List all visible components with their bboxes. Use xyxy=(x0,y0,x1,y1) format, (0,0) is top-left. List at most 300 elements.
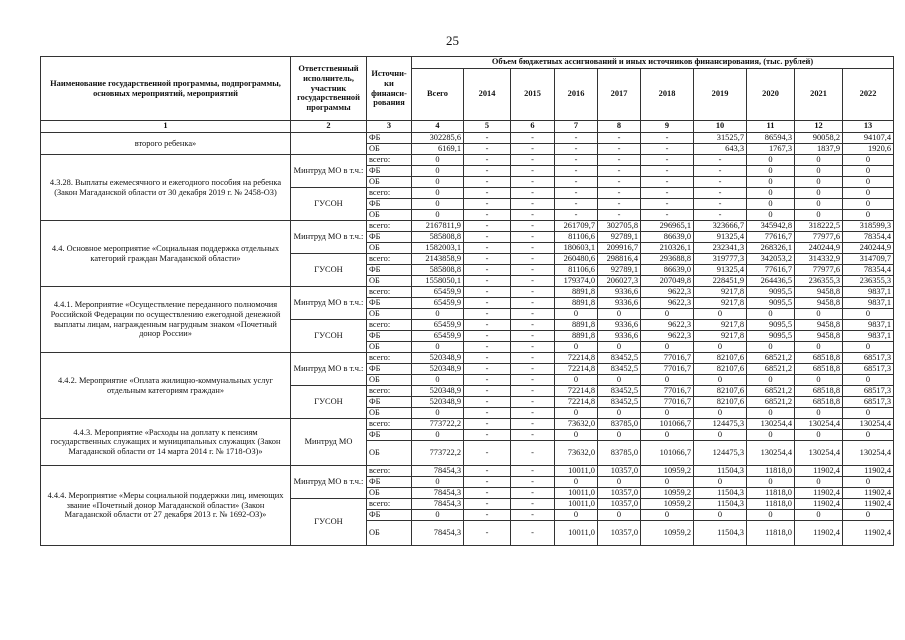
source-cell: всего: xyxy=(367,188,412,199)
year-value-cell: - xyxy=(641,144,694,155)
year-value-cell: - xyxy=(511,166,555,177)
year-value-cell: 77016,7 xyxy=(641,386,694,397)
year-value-cell: 94107,4 xyxy=(843,133,894,144)
year-value-cell: - xyxy=(511,276,555,287)
year-value-cell: 0 xyxy=(694,375,747,386)
year-value-cell: 240244,9 xyxy=(795,243,843,254)
year-value-cell: 10959,2 xyxy=(641,488,694,499)
year-value-cell: 298816,4 xyxy=(598,254,641,265)
year-value-cell: 0 xyxy=(747,408,795,419)
source-cell: ФБ xyxy=(367,265,412,276)
source-cell: всего: xyxy=(367,499,412,510)
year-value-cell: 296965,1 xyxy=(641,221,694,232)
year-value-cell: 0 xyxy=(555,510,598,521)
total-value-cell: 0 xyxy=(412,510,464,521)
total-value-cell: 0 xyxy=(412,309,464,320)
year-value-cell: - xyxy=(464,441,511,466)
year-value-cell: 0 xyxy=(641,408,694,419)
year-value-cell: 10011,0 xyxy=(555,488,598,499)
year-value-cell: 77616,7 xyxy=(747,265,795,276)
total-value-cell: 0 xyxy=(412,375,464,386)
year-value-cell: - xyxy=(464,331,511,342)
column-number: 6 xyxy=(511,121,555,133)
year-value-cell: - xyxy=(464,477,511,488)
year-value-cell: 0 xyxy=(795,210,843,221)
source-cell: ФБ xyxy=(367,430,412,441)
responsible-cell: Минтруд МО в т.ч.: xyxy=(291,466,367,499)
year-value-cell: 8891,8 xyxy=(555,331,598,342)
table-row xyxy=(41,133,894,144)
header-source: Источни-ки финанси-рования xyxy=(367,57,412,121)
year-value-cell: - xyxy=(511,298,555,309)
year-value-cell: - xyxy=(464,155,511,166)
year-value-cell: - xyxy=(464,353,511,364)
year-value-cell: 180603,1 xyxy=(555,243,598,254)
year-value-cell: - xyxy=(641,177,694,188)
header-year: 2022 xyxy=(843,69,894,121)
source-cell: ОБ xyxy=(367,309,412,320)
year-value-cell: 323666,7 xyxy=(694,221,747,232)
year-value-cell: 0 xyxy=(747,155,795,166)
year-value-cell: - xyxy=(598,177,641,188)
year-value-cell: - xyxy=(641,155,694,166)
year-value-cell: 10357,0 xyxy=(598,466,641,477)
source-cell: ОБ xyxy=(367,342,412,353)
year-value-cell: 78354,4 xyxy=(843,265,894,276)
year-value-cell: 0 xyxy=(795,199,843,210)
year-value-cell: 9837,1 xyxy=(843,298,894,309)
source-cell: ФБ xyxy=(367,199,412,210)
year-value-cell: 11818,0 xyxy=(747,499,795,510)
year-value-cell: - xyxy=(511,477,555,488)
year-value-cell: 11818,0 xyxy=(747,488,795,499)
year-value-cell: 0 xyxy=(747,199,795,210)
year-value-cell: - xyxy=(464,188,511,199)
year-value-cell: 9217,8 xyxy=(694,320,747,331)
total-value-cell: 78454,3 xyxy=(412,499,464,510)
total-value-cell: 0 xyxy=(412,408,464,419)
year-value-cell: 81106,6 xyxy=(555,265,598,276)
year-value-cell: - xyxy=(464,408,511,419)
year-value-cell: 0 xyxy=(843,166,894,177)
year-value-cell: 11902,4 xyxy=(795,521,843,546)
year-value-cell: 124475,3 xyxy=(694,419,747,430)
year-value-cell: 236355,3 xyxy=(843,276,894,287)
year-value-cell: 72214,8 xyxy=(555,386,598,397)
year-value-cell: 179374,0 xyxy=(555,276,598,287)
year-value-cell: 0 xyxy=(843,177,894,188)
year-value-cell: 8891,8 xyxy=(555,287,598,298)
year-value-cell: - xyxy=(694,155,747,166)
year-value-cell: 0 xyxy=(694,510,747,521)
column-number: 9 xyxy=(641,121,694,133)
year-value-cell: 207049,8 xyxy=(641,276,694,287)
year-value-cell: 91325,4 xyxy=(694,265,747,276)
year-value-cell: 9837,1 xyxy=(843,320,894,331)
year-value-cell: 643,3 xyxy=(694,144,747,155)
source-cell: всего: xyxy=(367,320,412,331)
responsible-cell: ГУСОН xyxy=(291,254,367,287)
year-value-cell: 0 xyxy=(843,477,894,488)
total-value-cell: 1558050,1 xyxy=(412,276,464,287)
source-cell: всего: xyxy=(367,353,412,364)
year-value-cell: 82107,6 xyxy=(694,353,747,364)
year-value-cell: - xyxy=(555,166,598,177)
year-value-cell: - xyxy=(694,199,747,210)
year-value-cell: 82107,6 xyxy=(694,364,747,375)
year-value-cell: 9217,8 xyxy=(694,298,747,309)
year-value-cell: - xyxy=(464,466,511,477)
year-value-cell: 8891,8 xyxy=(555,320,598,331)
year-value-cell: 0 xyxy=(795,155,843,166)
column-number: 11 xyxy=(747,121,795,133)
year-value-cell: 0 xyxy=(843,430,894,441)
source-cell: ОБ xyxy=(367,408,412,419)
source-cell: ФБ xyxy=(367,477,412,488)
total-value-cell: 520348,9 xyxy=(412,386,464,397)
year-value-cell: - xyxy=(511,188,555,199)
column-number: 5 xyxy=(464,121,511,133)
year-value-cell: - xyxy=(511,408,555,419)
year-value-cell: - xyxy=(511,488,555,499)
header-year: 2016 xyxy=(555,69,598,121)
year-value-cell: 83785,0 xyxy=(598,441,641,466)
year-value-cell: 9622,3 xyxy=(641,287,694,298)
year-value-cell: - xyxy=(641,199,694,210)
year-value-cell: 86639,0 xyxy=(641,265,694,276)
total-value-cell: 0 xyxy=(412,430,464,441)
year-value-cell: 9217,8 xyxy=(694,331,747,342)
table-row xyxy=(41,419,894,430)
source-cell: ФБ xyxy=(367,364,412,375)
year-value-cell: - xyxy=(598,133,641,144)
header-name: Наименование государственной программы, подпрограммы, основных мероприятий, мероприятий xyxy=(41,57,291,121)
year-value-cell: 342053,2 xyxy=(747,254,795,265)
year-value-cell: - xyxy=(464,166,511,177)
year-value-cell: - xyxy=(464,221,511,232)
year-value-cell: 77016,7 xyxy=(641,364,694,375)
year-value-cell: 86594,3 xyxy=(747,133,795,144)
column-number: 1 xyxy=(41,121,291,133)
source-cell: ОБ xyxy=(367,276,412,287)
source-cell: ОБ xyxy=(367,243,412,254)
year-value-cell: - xyxy=(641,133,694,144)
table-row xyxy=(41,353,894,364)
year-value-cell: 0 xyxy=(795,177,843,188)
year-value-cell: 236355,3 xyxy=(795,276,843,287)
year-value-cell: - xyxy=(511,232,555,243)
year-value-cell: 68521,2 xyxy=(747,353,795,364)
responsible-cell: ГУСОН xyxy=(291,188,367,221)
header-year: 2014 xyxy=(464,69,511,121)
year-value-cell: - xyxy=(511,287,555,298)
year-value-cell: 0 xyxy=(555,430,598,441)
year-value-cell: 9095,5 xyxy=(747,298,795,309)
year-value-cell: 68517,3 xyxy=(843,386,894,397)
column-number: 3 xyxy=(367,121,412,133)
year-value-cell: 9458,8 xyxy=(795,298,843,309)
year-value-cell: - xyxy=(464,499,511,510)
year-value-cell: - xyxy=(598,188,641,199)
header-year: 2018 xyxy=(641,69,694,121)
year-value-cell: - xyxy=(511,320,555,331)
page-number: 25 xyxy=(446,33,459,48)
year-value-cell: 1767,3 xyxy=(747,144,795,155)
year-value-cell: - xyxy=(464,133,511,144)
year-value-cell: 0 xyxy=(795,477,843,488)
year-value-cell: 0 xyxy=(747,177,795,188)
source-cell: всего: xyxy=(367,287,412,298)
year-value-cell: - xyxy=(511,353,555,364)
year-value-cell: - xyxy=(464,199,511,210)
source-cell: всего: xyxy=(367,221,412,232)
year-value-cell: 0 xyxy=(598,510,641,521)
year-value-cell: 68518,8 xyxy=(795,386,843,397)
source-cell: ОБ xyxy=(367,521,412,546)
source-cell: ФБ xyxy=(367,298,412,309)
program-name-cell: 4.3.28. Выплаты ежемесячного и ежегодного пособия на ребенка (Закон Магаданской области от 30 декабря 2019 г. № 2458-ОЗ) xyxy=(41,155,291,221)
responsible-cell: Минтруд МО xyxy=(291,419,367,466)
total-value-cell: 1582003,1 xyxy=(412,243,464,254)
year-value-cell: - xyxy=(511,342,555,353)
header-volume: Объем бюджетных ассигнований и иных источников финансирования, (тыс. рублей) xyxy=(412,57,894,69)
year-value-cell: - xyxy=(464,276,511,287)
year-value-cell: 0 xyxy=(795,342,843,353)
column-number-row xyxy=(41,121,894,133)
year-value-cell: - xyxy=(598,199,641,210)
year-value-cell: 318222,5 xyxy=(795,221,843,232)
year-value-cell: 9622,3 xyxy=(641,298,694,309)
year-value-cell: 0 xyxy=(747,510,795,521)
responsible-cell: Минтруд МО в т.ч.: xyxy=(291,287,367,320)
year-value-cell: 10959,2 xyxy=(641,521,694,546)
year-value-cell: - xyxy=(598,166,641,177)
year-value-cell: - xyxy=(511,375,555,386)
year-value-cell: 77016,7 xyxy=(641,397,694,408)
year-value-cell: - xyxy=(464,386,511,397)
year-value-cell: - xyxy=(511,441,555,466)
year-value-cell: 124475,3 xyxy=(694,441,747,466)
year-value-cell: - xyxy=(464,488,511,499)
year-value-cell: 0 xyxy=(641,309,694,320)
year-value-cell: 72214,8 xyxy=(555,353,598,364)
year-value-cell: 9837,1 xyxy=(843,287,894,298)
year-value-cell: 10011,0 xyxy=(555,521,598,546)
total-value-cell: 773722,2 xyxy=(412,441,464,466)
year-value-cell: 9336,6 xyxy=(598,287,641,298)
year-value-cell: 0 xyxy=(694,342,747,353)
year-value-cell: 0 xyxy=(843,408,894,419)
header-row-1 xyxy=(41,57,894,69)
year-value-cell: 206027,3 xyxy=(598,276,641,287)
year-value-cell: 72214,8 xyxy=(555,397,598,408)
year-value-cell: - xyxy=(464,309,511,320)
source-cell: ФБ xyxy=(367,331,412,342)
year-value-cell: 9095,5 xyxy=(747,320,795,331)
year-value-cell: - xyxy=(555,133,598,144)
year-value-cell: 0 xyxy=(555,342,598,353)
year-value-cell: - xyxy=(464,232,511,243)
year-value-cell: - xyxy=(464,144,511,155)
responsible-cell: ГУСОН xyxy=(291,320,367,353)
year-value-cell: 0 xyxy=(795,375,843,386)
source-cell: всего: xyxy=(367,155,412,166)
program-name-cell: 4.4.1. Мероприятие «Осуществление переданного полномочия Российской Федерации по осуществлению ежегодной денежной выплаты лицам, награжденным нагрудным знаком «Почетный донор России» xyxy=(41,287,291,353)
year-value-cell: - xyxy=(464,210,511,221)
year-value-cell: 9336,6 xyxy=(598,298,641,309)
table-row xyxy=(41,466,894,477)
year-value-cell: 318599,3 xyxy=(843,221,894,232)
year-value-cell: - xyxy=(555,210,598,221)
financing-table xyxy=(40,56,894,546)
year-value-cell: 260480,6 xyxy=(555,254,598,265)
year-value-cell: 0 xyxy=(598,309,641,320)
source-cell: ФБ xyxy=(367,133,412,144)
year-value-cell: 9095,5 xyxy=(747,287,795,298)
year-value-cell: - xyxy=(464,397,511,408)
year-value-cell: 11504,3 xyxy=(694,466,747,477)
year-value-cell: - xyxy=(555,144,598,155)
source-cell: всего: xyxy=(367,386,412,397)
source-cell: ОБ xyxy=(367,441,412,466)
total-value-cell: 520348,9 xyxy=(412,353,464,364)
year-value-cell: 0 xyxy=(641,342,694,353)
year-value-cell: - xyxy=(694,188,747,199)
year-value-cell: - xyxy=(511,364,555,375)
year-value-cell: - xyxy=(511,510,555,521)
year-value-cell: 9458,8 xyxy=(795,331,843,342)
source-cell: ФБ xyxy=(367,510,412,521)
year-value-cell: 82107,6 xyxy=(694,386,747,397)
year-value-cell: - xyxy=(511,221,555,232)
header-responsible: Ответственный исполнитель, участник государственной программы xyxy=(291,57,367,121)
year-value-cell: - xyxy=(511,419,555,430)
header-year: 2015 xyxy=(511,69,555,121)
year-value-cell: 9622,3 xyxy=(641,320,694,331)
year-value-cell: 73632,0 xyxy=(555,419,598,430)
year-value-cell: 68517,3 xyxy=(843,353,894,364)
year-value-cell: 8891,8 xyxy=(555,298,598,309)
source-cell: ФБ xyxy=(367,166,412,177)
year-value-cell: - xyxy=(511,397,555,408)
year-value-cell: 228451,9 xyxy=(694,276,747,287)
year-value-cell: 0 xyxy=(747,477,795,488)
year-value-cell: - xyxy=(511,155,555,166)
program-name-cell: 4.4.4. Мероприятие «Меры социальной поддержки лиц, имеющих звание «Почетный донор Магаданской области» (Закон Магаданской области от 27 декабря 2013 г. № 1692-ОЗ)» xyxy=(41,466,291,546)
year-value-cell: 10959,2 xyxy=(641,499,694,510)
year-value-cell: 91325,4 xyxy=(694,232,747,243)
year-value-cell: - xyxy=(598,155,641,166)
year-value-cell: 0 xyxy=(747,375,795,386)
year-value-cell: 314332,9 xyxy=(795,254,843,265)
year-value-cell: 90058,2 xyxy=(795,133,843,144)
year-value-cell: 0 xyxy=(555,408,598,419)
year-value-cell: - xyxy=(464,298,511,309)
total-value-cell: 0 xyxy=(412,166,464,177)
header-total: Всего xyxy=(412,69,464,121)
year-value-cell: 130254,4 xyxy=(843,441,894,466)
year-value-cell: 210326,1 xyxy=(641,243,694,254)
total-value-cell: 0 xyxy=(412,177,464,188)
year-value-cell: - xyxy=(464,430,511,441)
year-value-cell: 68517,3 xyxy=(843,397,894,408)
year-value-cell: 0 xyxy=(747,342,795,353)
year-value-cell: 10011,0 xyxy=(555,466,598,477)
year-value-cell: - xyxy=(464,265,511,276)
year-value-cell: - xyxy=(511,466,555,477)
year-value-cell: - xyxy=(464,521,511,546)
column-number: 12 xyxy=(795,121,843,133)
year-value-cell: 0 xyxy=(795,510,843,521)
year-value-cell: 83785,0 xyxy=(598,419,641,430)
year-value-cell: - xyxy=(694,210,747,221)
year-value-cell: - xyxy=(555,199,598,210)
year-value-cell: 0 xyxy=(843,309,894,320)
total-value-cell: 585808,8 xyxy=(412,232,464,243)
year-value-cell: - xyxy=(464,375,511,386)
year-value-cell: - xyxy=(511,309,555,320)
year-value-cell: - xyxy=(464,419,511,430)
year-value-cell: 0 xyxy=(843,210,894,221)
year-value-cell: 0 xyxy=(641,510,694,521)
column-number: 2 xyxy=(291,121,367,133)
year-value-cell: 9837,1 xyxy=(843,331,894,342)
total-value-cell: 78454,3 xyxy=(412,488,464,499)
year-value-cell: 0 xyxy=(795,430,843,441)
source-cell: ФБ xyxy=(367,232,412,243)
year-value-cell: 9336,6 xyxy=(598,331,641,342)
total-value-cell: 65459,9 xyxy=(412,287,464,298)
year-value-cell: - xyxy=(464,510,511,521)
year-value-cell: - xyxy=(511,133,555,144)
year-value-cell: 0 xyxy=(641,375,694,386)
year-value-cell: 0 xyxy=(795,166,843,177)
year-value-cell: 0 xyxy=(598,342,641,353)
total-value-cell: 65459,9 xyxy=(412,320,464,331)
year-value-cell: 11902,4 xyxy=(795,499,843,510)
year-value-cell: 77977,6 xyxy=(795,265,843,276)
year-value-cell: 72214,8 xyxy=(555,364,598,375)
total-value-cell: 0 xyxy=(412,188,464,199)
year-value-cell: 0 xyxy=(641,477,694,488)
year-value-cell: 293688,8 xyxy=(641,254,694,265)
year-value-cell: - xyxy=(464,287,511,298)
year-value-cell: 268326,1 xyxy=(747,243,795,254)
year-value-cell: 92789,1 xyxy=(598,265,641,276)
year-value-cell: 11902,4 xyxy=(843,499,894,510)
year-value-cell: 261709,7 xyxy=(555,221,598,232)
year-value-cell: 0 xyxy=(843,188,894,199)
year-value-cell: 83452,5 xyxy=(598,364,641,375)
year-value-cell: 9095,5 xyxy=(747,331,795,342)
column-number: 8 xyxy=(598,121,641,133)
year-value-cell: 0 xyxy=(694,408,747,419)
year-value-cell: 81106,6 xyxy=(555,232,598,243)
year-value-cell: - xyxy=(511,430,555,441)
year-value-cell: 0 xyxy=(795,188,843,199)
year-value-cell: 130254,4 xyxy=(795,419,843,430)
year-value-cell: 11902,4 xyxy=(843,488,894,499)
year-value-cell: - xyxy=(511,144,555,155)
source-cell: ОБ xyxy=(367,210,412,221)
total-value-cell: 520348,9 xyxy=(412,364,464,375)
program-name-cell: второго ребенка» xyxy=(41,133,291,155)
year-value-cell: 10011,0 xyxy=(555,499,598,510)
year-value-cell: - xyxy=(555,155,598,166)
year-value-cell: 9217,8 xyxy=(694,287,747,298)
year-value-cell: 0 xyxy=(694,477,747,488)
source-cell: ОБ xyxy=(367,177,412,188)
